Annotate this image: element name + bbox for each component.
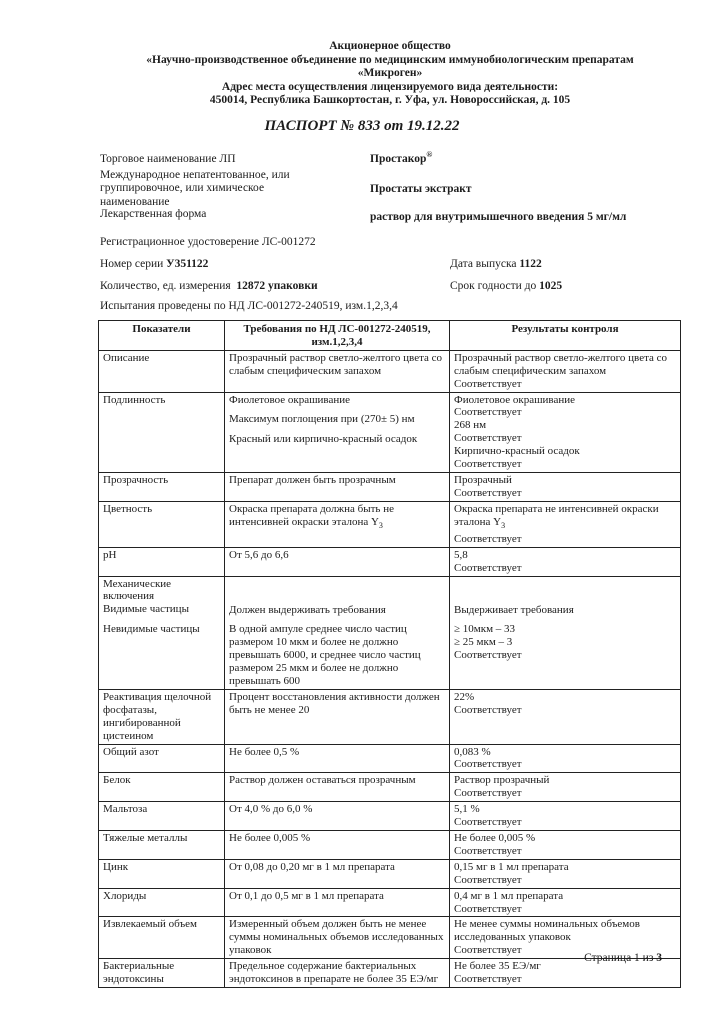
req-identity: [225, 392, 450, 472]
header-requirements: Требования по НД ЛС-001272-240519, изм.1,2,3,4: [225, 321, 450, 351]
req-volume: Измеренный объем должен быть не менее суммы номинальных объемов исследованных упаковок: [225, 917, 450, 959]
result-value: Не более 0,005 %: [454, 832, 536, 844]
res-phosphatase: [450, 689, 681, 744]
param-protein: Белок: [99, 773, 225, 802]
release-date-value: 1122: [519, 258, 542, 270]
page-number-label: Страница 1 из: [584, 952, 654, 964]
table-row: [99, 744, 681, 773]
result-status: Соответствует: [454, 844, 522, 857]
inn-label-line-3: наименование: [100, 195, 170, 208]
series-value: У351122: [166, 258, 209, 270]
req-protein: Раствор должен оставаться прозрачным: [225, 773, 450, 802]
table-row: [99, 888, 681, 917]
table-header-row: [99, 321, 681, 351]
page-number: [584, 952, 662, 964]
result-value: [454, 503, 676, 533]
result-value: Раствор прозрачный: [454, 774, 550, 787]
req-zinc: От 0,08 до 0,20 мг в 1 мл препарата: [225, 859, 450, 888]
req-transparency: Препарат должен быть прозрачным: [225, 472, 450, 501]
standard-subscript: 3: [378, 520, 383, 530]
table-row: [99, 472, 681, 501]
param-color: Цветность: [99, 501, 225, 547]
result-value: Кирпично-красный осадок: [454, 445, 580, 458]
req-line: Максимум поглощения при (270± 5) нм: [229, 413, 415, 426]
expiry-label: Срок годности до: [450, 280, 537, 292]
quantity-label: Количество, ед. измерения: [100, 280, 231, 292]
result-status: Соответствует: [454, 944, 522, 957]
result-status: Соответствует: [454, 406, 522, 419]
param-maltose: Мальтоза: [99, 802, 225, 831]
result-status: Соответствует: [454, 873, 522, 886]
req-phosphatase: Процент восстановления активности должен быть не менее 20: [225, 689, 450, 744]
header-line-5: 450014, Республика Башкортостан, г. Уфа, ул. Новороссийская, д. 105: [209, 94, 571, 107]
req-ph: От 5,6 до 6,6: [225, 547, 450, 576]
trade-name-value: [370, 150, 433, 166]
result-value: 0,083 %: [454, 745, 491, 758]
quantity-value: 12872 упаковки: [236, 280, 318, 292]
expiry-line: [450, 280, 562, 293]
result-status: Соответствует: [454, 787, 522, 800]
result-status: Соответствует: [454, 486, 522, 499]
result-status: Соответствует: [454, 973, 522, 986]
res-heavy-metals: [450, 831, 681, 860]
param-line: Механические включения: [103, 577, 172, 603]
header-line-3: «Микроген»: [357, 67, 423, 80]
quality-control-table: [98, 320, 681, 988]
result-value: Не менее суммы номинальных объемов исследованных упаковок: [454, 918, 640, 944]
result-value: 0,15 мг в 1 мл препарата: [454, 860, 569, 873]
dosage-form-value: раствор для внутримышечного введения 5 мг/мл: [370, 211, 627, 223]
result-status: Соответствует: [454, 649, 522, 662]
result-value: 5,1 %: [454, 803, 480, 816]
req-line: Фиолетовое окрашивание: [229, 393, 351, 406]
req-nitrogen: Не более 0,5 %: [225, 744, 450, 773]
param-line: Видимые частицы: [103, 603, 189, 616]
passport-title: ПАСПОРТ № 833 от 19.12.22: [264, 118, 460, 134]
result-value: Фиолетовое окрашивание: [454, 393, 576, 406]
header-line-1: Акционерное общество: [329, 40, 451, 52]
page-total: 3: [656, 952, 662, 964]
result-value: Выдерживает требования: [454, 603, 574, 616]
param-particles: [99, 576, 225, 689]
result-value: 5,8: [454, 548, 468, 561]
inn-label: [100, 169, 290, 209]
table-row: [99, 501, 681, 547]
result-status: Соответствует: [454, 703, 522, 716]
param-nitrogen: Общий азот: [99, 744, 225, 773]
req-line: Должен выдерживать требования: [229, 603, 386, 616]
param-endotoxins: Бактериальные эндотоксины: [99, 959, 225, 988]
req-line: Красный или кирпично-красный осадок: [229, 433, 418, 446]
series-line: [100, 258, 208, 271]
table-row: [99, 859, 681, 888]
res-identity: [450, 392, 681, 472]
res-maltose: [450, 802, 681, 831]
table-row: [99, 689, 681, 744]
req-line: В одной ампуле среднее число частиц размером 10 мкм и более не должно превышать 6000, и среднее число частиц размером 25 мкм и более не должно превышать 600: [229, 623, 421, 688]
table-row: [99, 831, 681, 860]
header-parameters: Показатели: [99, 321, 225, 351]
trade-name-text: Простакор: [370, 153, 427, 165]
result-status: Соответствует: [454, 532, 522, 545]
param-ph: pH: [99, 547, 225, 576]
req-maltose: От 4,0 % до 6,0 %: [225, 802, 450, 831]
res-protein: [450, 773, 681, 802]
req-chlorides: От 0,1 до 0,5 мг в 1 мл препарата: [225, 888, 450, 917]
result-status: Соответствует: [454, 561, 522, 574]
inn-value: Простаты экстракт: [370, 183, 472, 195]
result-value: 268 нм: [454, 419, 487, 432]
param-description: Описание: [99, 350, 225, 392]
res-transparency: [450, 472, 681, 501]
result-status: Соответствует: [454, 432, 522, 445]
res-zinc: [450, 859, 681, 888]
param-chlorides: Хлориды: [99, 888, 225, 917]
table-row: [99, 773, 681, 802]
result-status: Соответствует: [454, 458, 522, 471]
result-value: ≥ 25 мкм – 3: [454, 636, 513, 649]
header-results: Результаты контроля: [450, 321, 681, 351]
param-phosphatase: Реактивация щелочной фосфатазы, ингибированной цистеином: [99, 689, 225, 744]
req-endotoxins: Предельное содержание бактериальных эндотоксинов в препарате не более 35 ЕЭ/мг: [225, 959, 450, 988]
inn-label-line-2: группировочное, или химическое: [100, 182, 265, 195]
tests-conducted-line: Испытания проведены по НД ЛС-001272-240519, изм.1,2,3,4: [100, 300, 398, 312]
req-description: Прозрачный раствор светло-желтого цвета со слабым специфическим запахом: [225, 350, 450, 392]
param-transparency: Прозрачность: [99, 472, 225, 501]
result-status: Соответствует: [454, 758, 522, 771]
inn-label-line-1: Международное непатентованное, или: [100, 169, 290, 181]
series-label: Номер серии: [100, 258, 164, 270]
release-date-line: [450, 258, 542, 271]
table-row: [99, 802, 681, 831]
result-status: Соответствует: [454, 816, 522, 829]
res-description: [450, 350, 681, 392]
result-value: Не более 35 ЕЭ/мг: [454, 960, 541, 973]
result-value: 22%: [454, 690, 475, 703]
table-row: [99, 576, 681, 689]
result-status: Соответствует: [454, 902, 522, 915]
res-ph: [450, 547, 681, 576]
trade-name-label: Торговое наименование ЛП: [100, 153, 236, 165]
standard-subscript: 3: [501, 520, 506, 530]
param-zinc: Цинк: [99, 859, 225, 888]
table-row: [99, 392, 681, 472]
req-particles: [225, 576, 450, 689]
organization-header: [120, 40, 660, 108]
table-row: [99, 350, 681, 392]
release-date-label: Дата выпуска: [450, 258, 517, 270]
result-status: Соответствует: [454, 377, 522, 390]
expiry-value: 1025: [539, 280, 563, 292]
registered-mark: ®: [426, 150, 433, 160]
result-value: 0,4 мг в 1 мл препарата: [454, 889, 564, 902]
quantity-line: [100, 280, 318, 293]
param-line: Невидимые частицы: [103, 623, 200, 636]
param-volume: Извлекаемый объем: [99, 917, 225, 959]
result-text: Окраска препарата не интенсивней окраски эталона Y: [454, 502, 659, 528]
param-identity: Подлинность: [99, 392, 225, 472]
header-line-4: Адрес места осуществления лицензируемого вида деятельности:: [221, 80, 559, 93]
req-heavy-metals: Не более 0,005 %: [225, 831, 450, 860]
table-row: [99, 547, 681, 576]
result-value: ≥ 10мкм – 33: [454, 623, 516, 636]
param-heavy-metals: Тяжелые металлы: [99, 831, 225, 860]
header-line-2: «Научно-производственное объединение по медицинским иммунобиологическим препаратам: [146, 53, 634, 66]
req-color: [225, 501, 450, 547]
res-nitrogen: [450, 744, 681, 773]
res-color: [450, 501, 681, 547]
registration-certificate: Регистрационное удостоверение ЛС-001272: [100, 236, 316, 248]
req-text: Окраска препарата должна быть не интенсивней окраски эталона Y: [229, 502, 394, 528]
res-particles: [450, 576, 681, 689]
dosage-form-label: Лекарственная форма: [100, 208, 207, 220]
result-value: Прозрачный: [454, 473, 512, 486]
res-chlorides: [450, 888, 681, 917]
result-value: Прозрачный раствор светло-желтого цвета со слабым специфическим запахом: [454, 351, 668, 377]
